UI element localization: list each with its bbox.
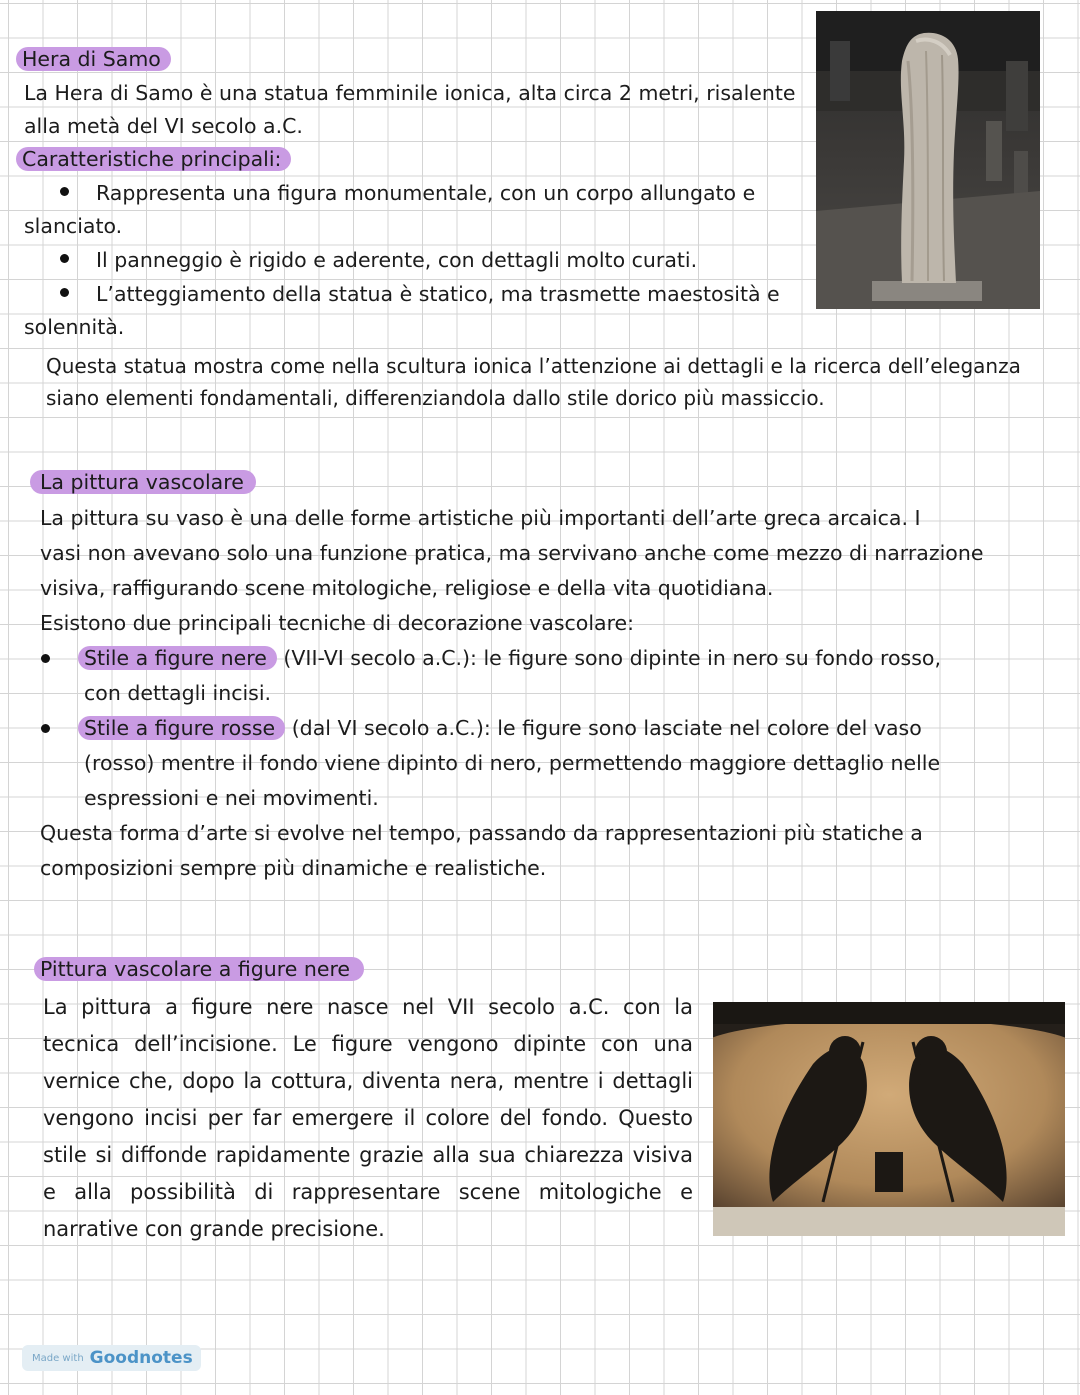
bullet-dot-icon [41,654,50,663]
feature-2: Il panneggio è rigido e aderente, con dettagli molto curati. [96,248,698,272]
goodnotes-logo: Goodnotes [89,1348,193,1368]
stile-figure-nere-line-2: con dettagli incisi. [84,681,272,705]
pittura-p1-line-3: visiva, raffigurando scene mitologiche, religiose e della vita quotidiana. [40,576,774,600]
black-figure-vase-photo [713,1002,1065,1236]
pittura-p1-line-1: La pittura su vaso è una delle forme artistiche più importanti dell’arte greca arcaica. I [40,506,921,530]
pittura-p1-line-2: vasi non avevano solo una funzione pratica, ma servivano anche come mezzo di narrazione [40,541,984,565]
hera-summary-line-2: siano elementi fondamentali, differenziandola dallo stile dorico più massiccio. [46,386,825,410]
feature-1-line-1: Rappresenta una figura monumentale, con un corpo allungato e [96,181,756,205]
pittura-title: La pittura vascolare [30,465,256,499]
stile-figure-nere: Stile a figure nere (VII-VI secolo a.C.): le figure sono dipinte in nero su fondo rosso, [78,641,941,675]
stile-figure-rosse-line-3: espressioni e nei movimenti. [84,786,379,810]
pittura-p3-line-1: Questa forma d’arte si evolve nel tempo, passando da rappresentazioni più statiche a [40,821,923,845]
feature-3-line-1: L’atteggiamento della statua è statico, ma trasmette maestosità e [96,282,780,306]
feature-1-line-2: slanciato. [24,214,123,238]
hera-statue-photo [816,11,1040,309]
feature-3-line-2: solennità. [24,315,125,339]
figure-nere-title: Pittura vascolare a figure nere [34,952,364,986]
hera-summary-line-1: Questa statua mostra come nella scultura ionica l’attenzione ai dettagli e la ricerca dell’eleganza [46,354,1021,378]
bullet-dot-icon [60,187,69,196]
made-with-label: Made with [32,1352,84,1364]
stile-figure-rosse-line-2: (rosso) mentre il fondo viene dipinto di nero, permettendo maggiore dettaglio nelle [84,751,941,775]
hera-intro-line-1: La Hera di Samo è una statua femminile ionica, alta circa 2 metri, risalente [24,81,796,105]
goodnotes-badge [22,1345,201,1371]
stile-figure-rosse: Stile a figure rosse (dal VI secolo a.C.): le figure sono lasciate nel colore del vaso [78,711,922,745]
figure-nere-body: La pittura a figure nere nasce nel VII secolo a.C. con la tecnica dell’incisione. Le figure vengono dipinte con una vernice che, dopo la cottura, diventa nera, mentre i dettagli vengono incisi per far emergere il colore del fondo. Questo stile si diffonde rapidamente grazie alla sua chiarezza visiva e alla possibilità di rappresentare scene mitologiche e narrative con grande precisione. [43,995,693,1241]
hera-intro-line-2: alla metà del VI secolo a.C. [24,114,303,138]
bullet-dot-icon [60,254,69,263]
bullet-dot-icon [60,288,69,297]
bullet-dot-icon [41,724,50,733]
features-heading: Caratteristiche principali: [16,142,291,176]
pittura-p2: Esistono due principali tecniche di decorazione vascolare: [40,611,635,635]
hera-title: Hera di Samo [16,42,171,76]
pittura-p3-line-2: composizioni sempre più dinamiche e realistiche. [40,856,547,880]
